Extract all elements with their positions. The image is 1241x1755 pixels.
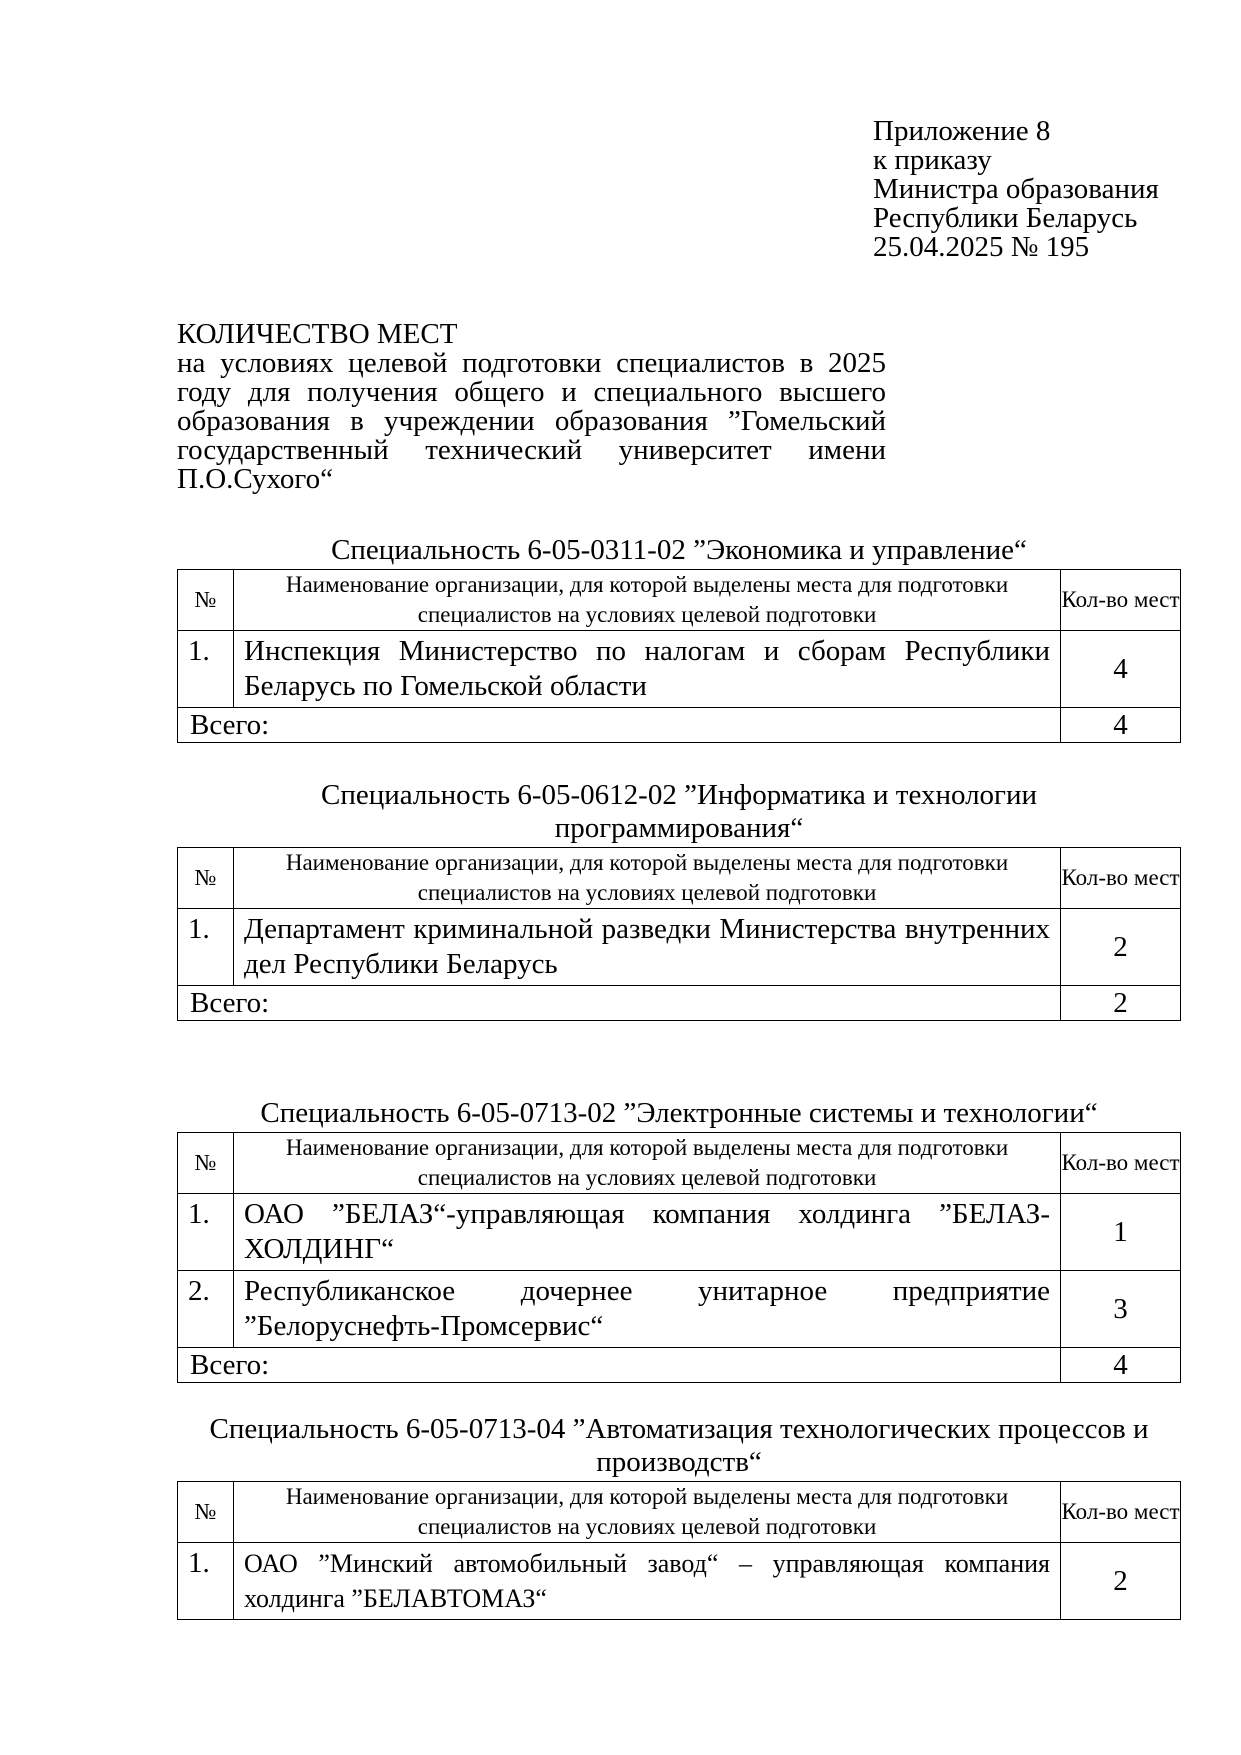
row-organization: Республиканское дочернее унитарное предприятие ”Белоруснефть-Промсервис“	[234, 1271, 1061, 1348]
annex-line: к приказу	[873, 144, 992, 176]
header-name: Наименование организации, для которой выделены места для подготовки специалистов на условиях целевой подготовки	[234, 848, 1061, 909]
row-count: 2	[1061, 1543, 1181, 1620]
total-count: 4	[1061, 708, 1181, 743]
row-organization: ОАО ”БЕЛАЗ“-управляющая компания холдинга ”БЕЛАЗ-ХОЛДИНГ“	[234, 1194, 1061, 1271]
total-count: 4	[1061, 1348, 1181, 1383]
row-organization: ОАО ”Минский автомобильный завод“ – управляющая компания холдинга ”БЕЛАВТОМАЗ“	[234, 1543, 1061, 1620]
table-header-row	[178, 570, 1181, 631]
row-count: 4	[1061, 631, 1181, 708]
row-count: 1	[1061, 1194, 1181, 1271]
specialty-title: Специальность 6-05-0612-02 ”Информатика и технологии программирования“	[321, 779, 1037, 844]
table-row	[178, 909, 1181, 986]
total-label: Всего:	[178, 986, 1061, 1021]
total-label: Всего:	[178, 708, 1061, 743]
specialty-section	[177, 1097, 1181, 1383]
specialty-title: Специальность 6-05-0311-02 ”Экономика и управление“	[331, 534, 1027, 566]
annex-line: 25.04.2025 № 195	[873, 231, 1090, 263]
table-total-row	[178, 708, 1181, 743]
table-row	[178, 1271, 1181, 1348]
header-num: №	[178, 570, 234, 631]
table-header-row	[178, 1482, 1181, 1543]
specialty-title: Специальность 6-05-0713-04 ”Автоматизация технологических процессов и производств“	[209, 1413, 1149, 1478]
row-num: 1.	[178, 631, 234, 708]
row-num: 1.	[178, 909, 234, 986]
title-heading: КОЛИЧЕСТВО МЕСТ	[177, 318, 458, 350]
row-count: 3	[1061, 1271, 1181, 1348]
header-count: Кол-во мест	[1061, 570, 1181, 631]
annex-line: Приложение 8	[873, 115, 1051, 147]
header-count: Кол-во мест	[1061, 1133, 1181, 1194]
header-count: Кол-во мест	[1061, 848, 1181, 909]
table-total-row	[178, 1348, 1181, 1383]
header-num: №	[178, 848, 234, 909]
places-table	[177, 1132, 1181, 1383]
total-count: 2	[1061, 986, 1181, 1021]
row-num: 1.	[178, 1194, 234, 1271]
annex-block	[873, 117, 1159, 262]
header-num: №	[178, 1482, 234, 1543]
document-title	[177, 320, 886, 494]
header-name: Наименование организации, для которой выделены места для подготовки специалистов на условиях целевой подготовки	[234, 570, 1061, 631]
table-row	[178, 1194, 1181, 1271]
places-table	[177, 1481, 1181, 1620]
row-num: 1.	[178, 1543, 234, 1620]
annex-line: Министра образования	[873, 173, 1159, 205]
specialty-title: Специальность 6-05-0713-02 ”Электронные системы и технологии“	[260, 1097, 1098, 1129]
row-organization: Инспекция Министерство по налогам и сборам Республики Беларусь по Гомельской области	[234, 631, 1061, 708]
table-row	[178, 631, 1181, 708]
table-row	[178, 1543, 1181, 1620]
table-total-row	[178, 986, 1181, 1021]
annex-line: Республики Беларусь	[873, 202, 1138, 234]
specialty-section	[177, 779, 1181, 1021]
row-count: 2	[1061, 909, 1181, 986]
header-num: №	[178, 1133, 234, 1194]
header-count: Кол-во мест	[1061, 1482, 1181, 1543]
table-header-row	[178, 848, 1181, 909]
row-organization: Департамент криминальной разведки Министерства внутренних дел Республики Беларусь	[234, 909, 1061, 986]
title-subtitle: на условиях целевой подготовки специалистов в 2025 году для получения общего и специального высшего образования в учреждении образования ”Гомельский государственный технический университет имени П.О.Сухого“	[177, 347, 886, 495]
header-name: Наименование организации, для которой выделены места для подготовки специалистов на условиях целевой подготовки	[234, 1133, 1061, 1194]
table-header-row	[178, 1133, 1181, 1194]
places-table	[177, 569, 1181, 743]
specialty-section	[177, 1413, 1181, 1620]
row-num: 2.	[178, 1271, 234, 1348]
places-table	[177, 847, 1181, 1021]
header-name: Наименование организации, для которой выделены места для подготовки специалистов на условиях целевой подготовки	[234, 1482, 1061, 1543]
specialty-section	[177, 534, 1181, 743]
total-label: Всего:	[178, 1348, 1061, 1383]
